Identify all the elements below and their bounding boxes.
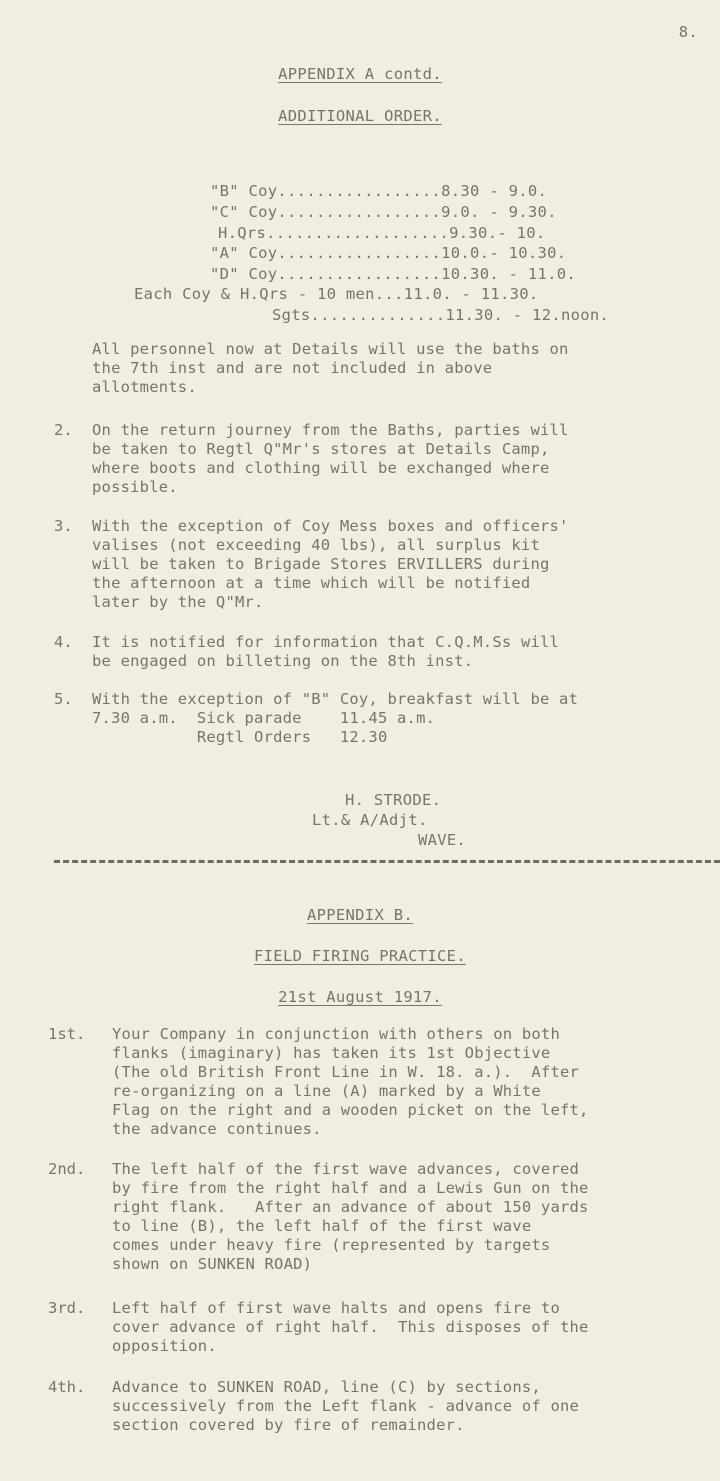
section-divider (54, 860, 720, 863)
para-text: With the exception of "B" Coy, breakfast will be at 7.30 a.m. Sick parade 11.45 a.m. Regtl Orders 12.30 (92, 690, 579, 746)
appendix-b-subtitle: FIELD FIRING PRACTICE. (254, 947, 466, 965)
para-text: The left half of the first wave advances, covered by fire from the right half and a Lewis Gun on the right flank. After an advance of about 150 yards to line (B), the left half of the first wave comes under heavy fire (represented by targets shown on SUNKEN ROAD) (112, 1160, 589, 1273)
page-number: 8. (678, 23, 698, 41)
appendix-a-title: APPENDIX A contd. (278, 65, 442, 83)
signature-name: H. STRODE. (345, 791, 442, 809)
para-text: It is notified for information that C.Q.M.Ss will be engaged on billeting on the 8th inst. (92, 633, 560, 670)
schedule-line: "C" Coy.................9.0. - 9.30. (210, 203, 557, 221)
appendix-b-title: APPENDIX B. (307, 906, 413, 924)
para-text: With the exception of Coy Mess boxes and officers' valises (not exceeding 40 lbs), all surplus kit will be taken to Brigade Stores ERVILLERS during the afternoon at a time which will be notified later by the Q"Mr. (92, 517, 569, 611)
appendix-b-date: 21st August 1917. (278, 988, 442, 1006)
para-number: 5. (54, 690, 73, 708)
intro-paragraph: All personnel now at Details will use the baths on the 7th inst and are not included in above allotments. (92, 340, 569, 396)
signature-unit: WAVE. (418, 831, 467, 849)
para-text: Your Company in conjunction with others on both flanks (imaginary) has taken its 1st Objective (The old British Front Line in W. 18. a.). After re-organizing on a line (A) marked by a White Flag on the right and a wooden picket on the left, the advance continues. (112, 1025, 589, 1138)
para-number: 2. (54, 421, 73, 439)
para-number: 3rd. (48, 1299, 86, 1317)
para-text: Advance to SUNKEN ROAD, line (C) by sections, successively from the Left flank - advance of one section covered by fire of remainder. (112, 1378, 580, 1434)
schedule-line: Each Coy & H.Qrs - 10 men...11.0. - 11.30. (134, 285, 539, 303)
para-number: 1st. (48, 1025, 86, 1043)
schedule-line: "D" Coy.................10.30. - 11.0. (210, 265, 577, 283)
para-number: 4. (54, 633, 73, 651)
schedule-line: "A" Coy.................10.0.- 10.30. (210, 244, 567, 262)
schedule-line: "B" Coy.................8.30 - 9.0. (210, 182, 548, 200)
para-number: 3. (54, 517, 73, 535)
schedule-line: H.Qrs...................9.30.- 10. (218, 224, 546, 242)
para-number: 2nd. (48, 1160, 86, 1178)
signature-rank: Lt.& A/Adjt. (312, 811, 428, 829)
appendix-a-subtitle: ADDITIONAL ORDER. (278, 107, 442, 125)
para-text: On the return journey from the Baths, parties will be taken to Regtl Q"Mr's stores at Details Camp, where boots and clothing will be exchanged where possible. (92, 421, 569, 496)
para-text: Left half of first wave halts and opens fire to cover advance of right half. This disposes of the opposition. (112, 1299, 589, 1355)
para-number: 4th. (48, 1378, 86, 1396)
schedule-line: Sgts..............11.30. - 12.noon. (272, 306, 610, 324)
